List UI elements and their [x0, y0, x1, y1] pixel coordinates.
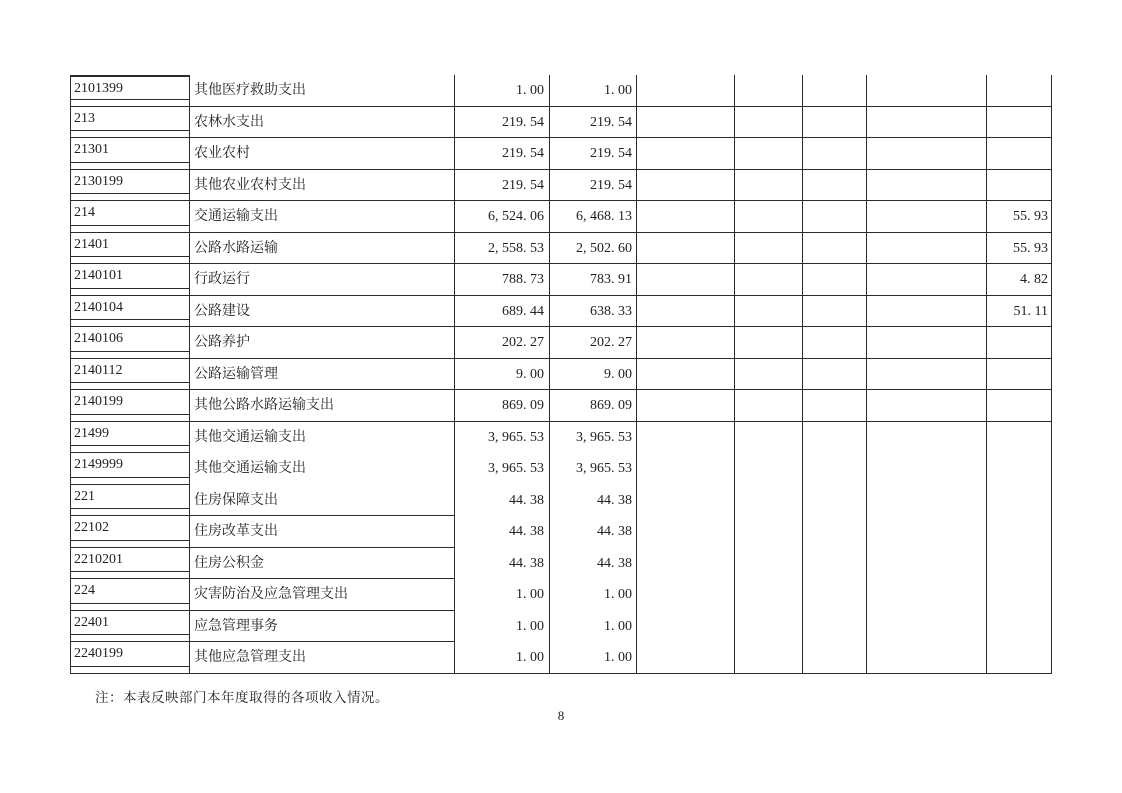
cell-code: 2140199: [70, 390, 190, 422]
cell-amount-3: [987, 453, 1052, 485]
cell-empty-4: [867, 233, 987, 265]
cell-amount-1: 219. 54: [455, 170, 550, 202]
cell-amount-2: 869. 09: [550, 390, 637, 422]
cell-empty-2: [735, 516, 803, 548]
cell-code: 2130199: [70, 170, 190, 202]
cell-name: 行政运行: [190, 264, 455, 296]
cell-code: 22401: [70, 611, 190, 643]
cell-code: 214: [70, 201, 190, 233]
cell-code: 2240199: [70, 642, 190, 674]
cell-code: 224: [70, 579, 190, 611]
cell-empty-2: [735, 170, 803, 202]
cell-empty-4: [867, 296, 987, 328]
cell-empty-3: [803, 170, 867, 202]
cell-empty-3: [803, 422, 867, 454]
cell-amount-2: 1. 00: [550, 611, 637, 643]
cell-empty-3: [803, 296, 867, 328]
cell-code: 21301: [70, 138, 190, 170]
cell-amount-3: [987, 642, 1052, 674]
cell-empty-4: [867, 453, 987, 485]
cell-amount-3: [987, 107, 1052, 139]
cell-empty-1: [637, 390, 735, 422]
cell-amount-1: 219. 54: [455, 138, 550, 170]
table-row: [70, 642, 1052, 674]
cell-empty-2: [735, 485, 803, 517]
cell-name: 其他医疗救助支出: [190, 75, 455, 107]
cell-name: 公路建设: [190, 296, 455, 328]
cell-name: 其他公路水路运输支出: [190, 390, 455, 422]
cell-empty-3: [803, 453, 867, 485]
cell-empty-3: [803, 548, 867, 580]
cell-empty-4: [867, 485, 987, 517]
cell-empty-4: [867, 642, 987, 674]
table-row: [70, 138, 1052, 170]
cell-empty-1: [637, 611, 735, 643]
cell-empty-4: [867, 107, 987, 139]
cell-code: 21499: [70, 422, 190, 454]
table-row: [70, 327, 1052, 359]
cell-amount-3: 51. 11: [987, 296, 1052, 328]
cell-amount-3: [987, 579, 1052, 611]
cell-amount-3: 55. 93: [987, 233, 1052, 265]
cell-empty-3: [803, 327, 867, 359]
cell-amount-2: 44. 38: [550, 485, 637, 517]
cell-amount-3: [987, 359, 1052, 391]
cell-amount-1: 3, 965. 53: [455, 453, 550, 485]
cell-empty-1: [637, 264, 735, 296]
cell-name: 住房改革支出: [190, 516, 455, 548]
cell-amount-1: 219. 54: [455, 107, 550, 139]
page-number: 8: [557, 708, 565, 723]
cell-empty-4: [867, 359, 987, 391]
cell-name: 公路养护: [190, 327, 455, 359]
cell-empty-3: [803, 201, 867, 233]
cell-name: 住房公积金: [190, 548, 455, 580]
cell-empty-2: [735, 611, 803, 643]
cell-amount-2: 1. 00: [550, 75, 637, 107]
cell-amount-2: 44. 38: [550, 516, 637, 548]
cell-empty-1: [637, 579, 735, 611]
cell-amount-1: 1. 00: [455, 579, 550, 611]
cell-amount-2: 783. 91: [550, 264, 637, 296]
cell-code: 22102: [70, 516, 190, 548]
cell-empty-1: [637, 359, 735, 391]
cell-empty-3: [803, 611, 867, 643]
table-row: [70, 485, 1052, 517]
cell-amount-2: 3, 965. 53: [550, 453, 637, 485]
table-row: [70, 579, 1052, 611]
cell-amount-3: [987, 138, 1052, 170]
cell-empty-4: [867, 548, 987, 580]
cell-empty-4: [867, 264, 987, 296]
cell-name: 农林水支出: [190, 107, 455, 139]
cell-amount-1: 44. 38: [455, 548, 550, 580]
cell-amount-1: 44. 38: [455, 485, 550, 517]
cell-amount-1: 1. 00: [455, 642, 550, 674]
table-row: [70, 422, 1052, 454]
cell-name: 公路水路运输: [190, 233, 455, 265]
cell-empty-2: [735, 548, 803, 580]
cell-empty-2: [735, 422, 803, 454]
cell-code: 2140112: [70, 359, 190, 391]
table-row: [70, 453, 1052, 485]
table-row: [70, 201, 1052, 233]
cell-amount-3: [987, 548, 1052, 580]
cell-empty-2: [735, 264, 803, 296]
cell-empty-2: [735, 642, 803, 674]
cell-amount-2: 1. 00: [550, 642, 637, 674]
cell-empty-3: [803, 642, 867, 674]
cell-empty-4: [867, 611, 987, 643]
cell-code: 2140106: [70, 327, 190, 359]
cell-empty-1: [637, 548, 735, 580]
cell-code: 2140101: [70, 264, 190, 296]
table-row: [70, 296, 1052, 328]
cell-empty-1: [637, 485, 735, 517]
cell-empty-4: [867, 170, 987, 202]
cell-empty-4: [867, 75, 987, 107]
table-row: [70, 264, 1052, 296]
cell-empty-4: [867, 579, 987, 611]
cell-amount-1: 44. 38: [455, 516, 550, 548]
cell-code: 2149999: [70, 453, 190, 485]
table-row: [70, 516, 1052, 548]
cell-empty-2: [735, 579, 803, 611]
cell-amount-1: 788. 73: [455, 264, 550, 296]
cell-empty-3: [803, 107, 867, 139]
cell-amount-2: 44. 38: [550, 548, 637, 580]
cell-amount-2: 2, 502. 60: [550, 233, 637, 265]
cell-empty-2: [735, 138, 803, 170]
cell-amount-1: 3, 965. 53: [455, 422, 550, 454]
cell-empty-1: [637, 453, 735, 485]
cell-empty-2: [735, 296, 803, 328]
cell-empty-1: [637, 138, 735, 170]
cell-amount-2: 219. 54: [550, 138, 637, 170]
cell-empty-2: [735, 390, 803, 422]
cell-amount-2: 219. 54: [550, 170, 637, 202]
cell-empty-3: [803, 390, 867, 422]
cell-amount-2: 202. 27: [550, 327, 637, 359]
cell-name: 其他应急管理支出: [190, 642, 455, 674]
cell-name: 农业农村: [190, 138, 455, 170]
cell-empty-1: [637, 233, 735, 265]
cell-empty-2: [735, 233, 803, 265]
cell-name: 交通运输支出: [190, 201, 455, 233]
cell-amount-2: 6, 468. 13: [550, 201, 637, 233]
cell-amount-3: [987, 170, 1052, 202]
cell-empty-1: [637, 170, 735, 202]
cell-amount-3: [987, 390, 1052, 422]
cell-code: 21401: [70, 233, 190, 265]
cell-empty-4: [867, 138, 987, 170]
cell-name: 其他交通运输支出: [190, 453, 455, 485]
cell-empty-2: [735, 453, 803, 485]
cell-code: 213: [70, 107, 190, 139]
cell-name: 应急管理事务: [190, 611, 455, 643]
cell-amount-1: 869. 09: [455, 390, 550, 422]
table-row: [70, 390, 1052, 422]
cell-amount-2: 219. 54: [550, 107, 637, 139]
table-row: [70, 75, 1052, 107]
table-row: [70, 359, 1052, 391]
cell-empty-3: [803, 579, 867, 611]
table-row: [70, 233, 1052, 265]
cell-amount-1: 1. 00: [455, 611, 550, 643]
cell-amount-3: [987, 485, 1052, 517]
cell-code: 2140104: [70, 296, 190, 328]
table-row: [70, 107, 1052, 139]
cell-empty-4: [867, 516, 987, 548]
cell-amount-1: 9. 00: [455, 359, 550, 391]
cell-amount-1: 2, 558. 53: [455, 233, 550, 265]
cell-empty-3: [803, 516, 867, 548]
cell-empty-1: [637, 327, 735, 359]
cell-amount-2: 3, 965. 53: [550, 422, 637, 454]
cell-amount-1: 6, 524. 06: [455, 201, 550, 233]
cell-empty-2: [735, 359, 803, 391]
cell-empty-2: [735, 75, 803, 107]
cell-empty-4: [867, 422, 987, 454]
cell-amount-1: 202. 27: [455, 327, 550, 359]
cell-code: 2210201: [70, 548, 190, 580]
cell-empty-4: [867, 327, 987, 359]
cell-empty-2: [735, 201, 803, 233]
table-note: 注：本表反映部门本年度取得的各项收入情况。: [95, 690, 389, 705]
cell-amount-2: 1. 00: [550, 579, 637, 611]
cell-amount-1: 689. 44: [455, 296, 550, 328]
cell-empty-3: [803, 233, 867, 265]
cell-amount-3: 55. 93: [987, 201, 1052, 233]
cell-name: 其他交通运输支出: [190, 422, 455, 454]
cell-empty-1: [637, 422, 735, 454]
cell-empty-3: [803, 75, 867, 107]
cell-amount-3: 4. 82: [987, 264, 1052, 296]
cell-empty-3: [803, 138, 867, 170]
cell-code: 221: [70, 485, 190, 517]
cell-empty-1: [637, 75, 735, 107]
cell-empty-1: [637, 642, 735, 674]
cell-name: 公路运输管理: [190, 359, 455, 391]
cell-empty-3: [803, 264, 867, 296]
cell-empty-1: [637, 107, 735, 139]
cell-code: 2101399: [70, 75, 190, 107]
cell-empty-2: [735, 327, 803, 359]
cell-amount-1: 1. 00: [455, 75, 550, 107]
cell-empty-1: [637, 296, 735, 328]
cell-empty-4: [867, 201, 987, 233]
cell-name: 灾害防治及应急管理支出: [190, 579, 455, 611]
cell-amount-3: [987, 516, 1052, 548]
cell-amount-3: [987, 611, 1052, 643]
table-row: [70, 611, 1052, 643]
cell-amount-3: [987, 327, 1052, 359]
cell-name: 其他农业农村支出: [190, 170, 455, 202]
cell-empty-1: [637, 516, 735, 548]
income-table: [70, 75, 1052, 674]
table-row: [70, 548, 1052, 580]
cell-empty-3: [803, 485, 867, 517]
cell-amount-2: 638. 33: [550, 296, 637, 328]
cell-empty-1: [637, 201, 735, 233]
cell-empty-4: [867, 390, 987, 422]
cell-amount-3: [987, 422, 1052, 454]
cell-empty-2: [735, 107, 803, 139]
table-row: [70, 170, 1052, 202]
cell-empty-3: [803, 359, 867, 391]
cell-name: 住房保障支出: [190, 485, 455, 517]
cell-amount-3: [987, 75, 1052, 107]
cell-amount-2: 9. 00: [550, 359, 637, 391]
